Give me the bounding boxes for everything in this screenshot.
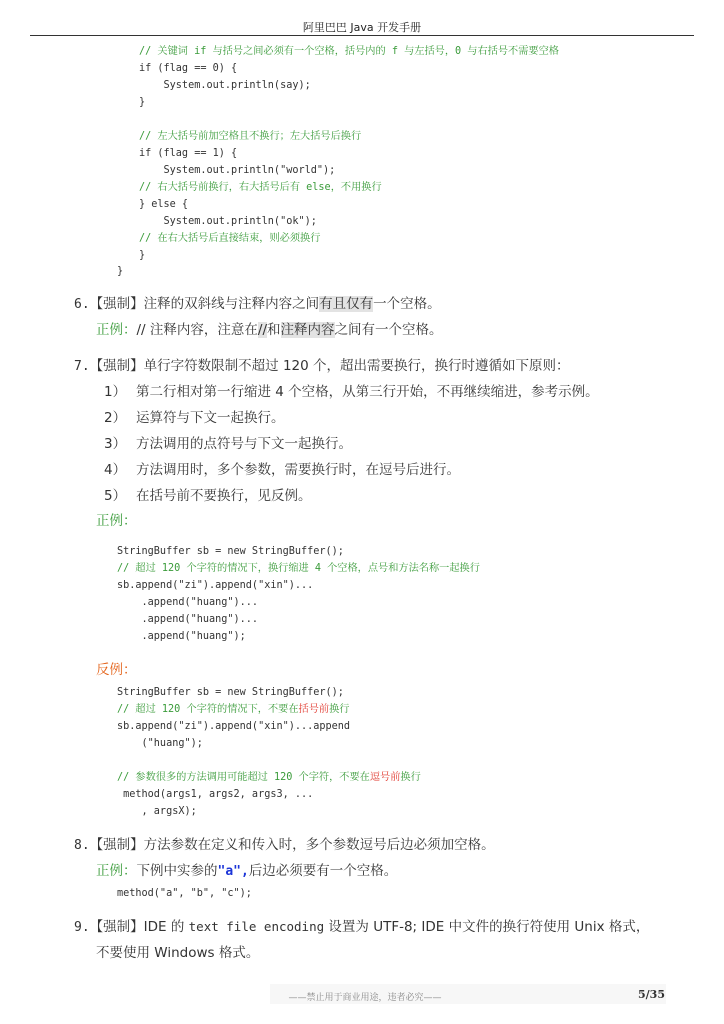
sub-item-text: 方法调用时，多个参数，需要换行时，在逗号后进行。 <box>136 462 460 478</box>
code-comment: // 关键词 if 与括号之间必须有一个空格，括号内的 f 与左括号，0 与右括号不需要空格 <box>139 46 559 57</box>
rule-9 <box>74 916 649 939</box>
rule-8-tag: 【强制】 <box>89 837 144 853</box>
rule-8-pos-code: "a", <box>217 864 249 879</box>
positive-label: 正例： <box>96 513 137 529</box>
code-line: } <box>139 250 146 261</box>
code-comment: // 超过 120 个字符的情况下，换行缩进 4 个空格，点号和方法名称一起换行 <box>117 563 480 574</box>
comment-red-text: 逗号前 <box>369 772 401 783</box>
rule-6-pos-b: 和 <box>267 322 281 338</box>
code-comment: // 在右大括号后直接结束，则必须换行 <box>139 233 321 244</box>
rule-7-sub-item <box>104 407 285 429</box>
rule-9-number: 9. <box>74 920 90 935</box>
comment-red-text: 括号前 <box>298 704 330 715</box>
code-line: System.out.println("ok"); <box>139 216 317 227</box>
code-comment <box>117 769 421 786</box>
rule-6-pos-a: // 注释内容，注意在 <box>136 322 258 338</box>
rule-8-number: 8. <box>74 838 90 853</box>
code-line: .append("huang"); <box>117 631 246 642</box>
sub-item-text: 在括号前不要换行，见反例。 <box>136 488 312 504</box>
rule-6-pos-hl1: // <box>257 322 267 338</box>
code-line: .append("huang")... <box>117 614 259 625</box>
comment-text: // 参数很多的方法调用可能超过 120 个字符，不要在 <box>117 772 370 783</box>
rule-9-text-b: 设置为 UTF-8; IDE 中文件的换行符使用 Unix 格式， <box>324 919 650 935</box>
comment-text: 换行 <box>329 704 350 715</box>
rule-9-line2: 不要使用 Windows 格式。 <box>96 945 260 961</box>
code-line: if (flag == 0) { <box>139 63 238 74</box>
code-line: if (flag == 1) { <box>139 148 238 159</box>
sub-item-text: 方法调用的点符号与下文一起换行。 <box>136 436 352 452</box>
rule-7-sub-item <box>104 381 599 403</box>
sub-item-number: 4） <box>104 462 127 478</box>
rule-6-pos-c: 之间有一个空格。 <box>334 322 443 338</box>
rule-8-pos-a: 下例中实参的 <box>136 863 218 879</box>
rule-7-sub-item <box>104 433 352 455</box>
sub-item-number: 5） <box>104 488 127 504</box>
code-comment <box>117 701 349 718</box>
rule-8-positive-example <box>96 860 397 883</box>
code-line: sb.append("zi").append("xin")... <box>117 580 314 591</box>
header-divider <box>30 35 694 36</box>
positive-label: 正例： <box>96 322 137 338</box>
sub-item-text: 运算符与下文一起换行。 <box>136 410 285 426</box>
rule-8 <box>74 834 495 857</box>
rule-9-text-a: IDE 的 <box>143 919 189 935</box>
sub-item-number: 2） <box>104 410 127 426</box>
comment-text: // 超过 120 个字符的情况下，不要在 <box>117 704 299 715</box>
code-line: .append("huang")... <box>117 597 259 608</box>
code-comment: // 左大括号前加空格且不换行；左大括号后换行 <box>139 131 362 142</box>
code-line: StringBuffer sb = new StringBuffer(); <box>117 687 344 698</box>
code-line: sb.append("zi").append("xin")...append <box>117 721 351 732</box>
rule-6-number: 6. <box>74 297 90 312</box>
rule-6-tag: 【强制】 <box>89 296 144 312</box>
footer-notice: ——禁止用于商业用途，违者必究—— <box>288 993 442 1003</box>
rule-6 <box>74 293 441 316</box>
rule-6-text-b: 一个空格。 <box>373 296 441 312</box>
code-line: method(args1, args2, args3, ... <box>117 789 314 800</box>
positive-label: 正例： <box>96 863 137 879</box>
code-line: } <box>139 97 146 108</box>
code-line: ("huang"); <box>117 738 203 749</box>
code-line: StringBuffer sb = new StringBuffer(); <box>117 546 344 557</box>
sub-item-number: 3） <box>104 436 127 452</box>
code-comment: // 右大括号前换行，右大括号后有 else，不用换行 <box>139 182 382 193</box>
sub-item-number: 1） <box>104 384 127 400</box>
rule-6-highlight: 有且仅有 <box>319 296 374 312</box>
page-number: 5/35 <box>638 988 665 1001</box>
negative-label: 反例： <box>96 662 137 678</box>
code-closing-brace: } <box>117 266 124 277</box>
rule-9-tag: 【强制】 <box>89 919 144 935</box>
code-line: System.out.println("world"); <box>139 165 336 176</box>
rule-8-pos-b: 后边必须要有一个空格。 <box>248 863 398 879</box>
code-line: , argsX); <box>117 806 197 817</box>
sub-item-text: 第二行相对第一行缩进 4 个空格，从第三行开始，不再继续缩进，参考示例。 <box>136 384 599 400</box>
header-title: 阿里巴巴 Java 开发手册 <box>302 21 422 34</box>
comment-text: 换行 <box>400 772 421 783</box>
rule-6-positive-example <box>96 319 443 341</box>
rule-8-text: 方法参数在定义和传入时，多个参数逗号后边必须加空格。 <box>143 837 495 853</box>
rule-7-number: 7. <box>74 359 90 374</box>
rule-7 <box>74 355 570 378</box>
rule-7-text: 单行字符数限制不超过 120 个，超出需要换行，换行时遵循如下原则： <box>143 358 570 374</box>
code-line: System.out.println(say); <box>139 80 311 91</box>
rule-6-pos-hl2: 注释内容 <box>280 322 335 338</box>
rule-6-text-a: 注释的双斜线与注释内容之间 <box>143 296 320 312</box>
rule-7-sub-item <box>104 485 312 507</box>
rule-7-tag: 【强制】 <box>89 358 144 374</box>
rule-7-sub-item <box>104 459 460 481</box>
code-line: } else { <box>139 199 189 210</box>
rule-9-mono: text file encoding <box>188 919 325 934</box>
code-line: method("a", "b", "c"); <box>117 888 252 899</box>
